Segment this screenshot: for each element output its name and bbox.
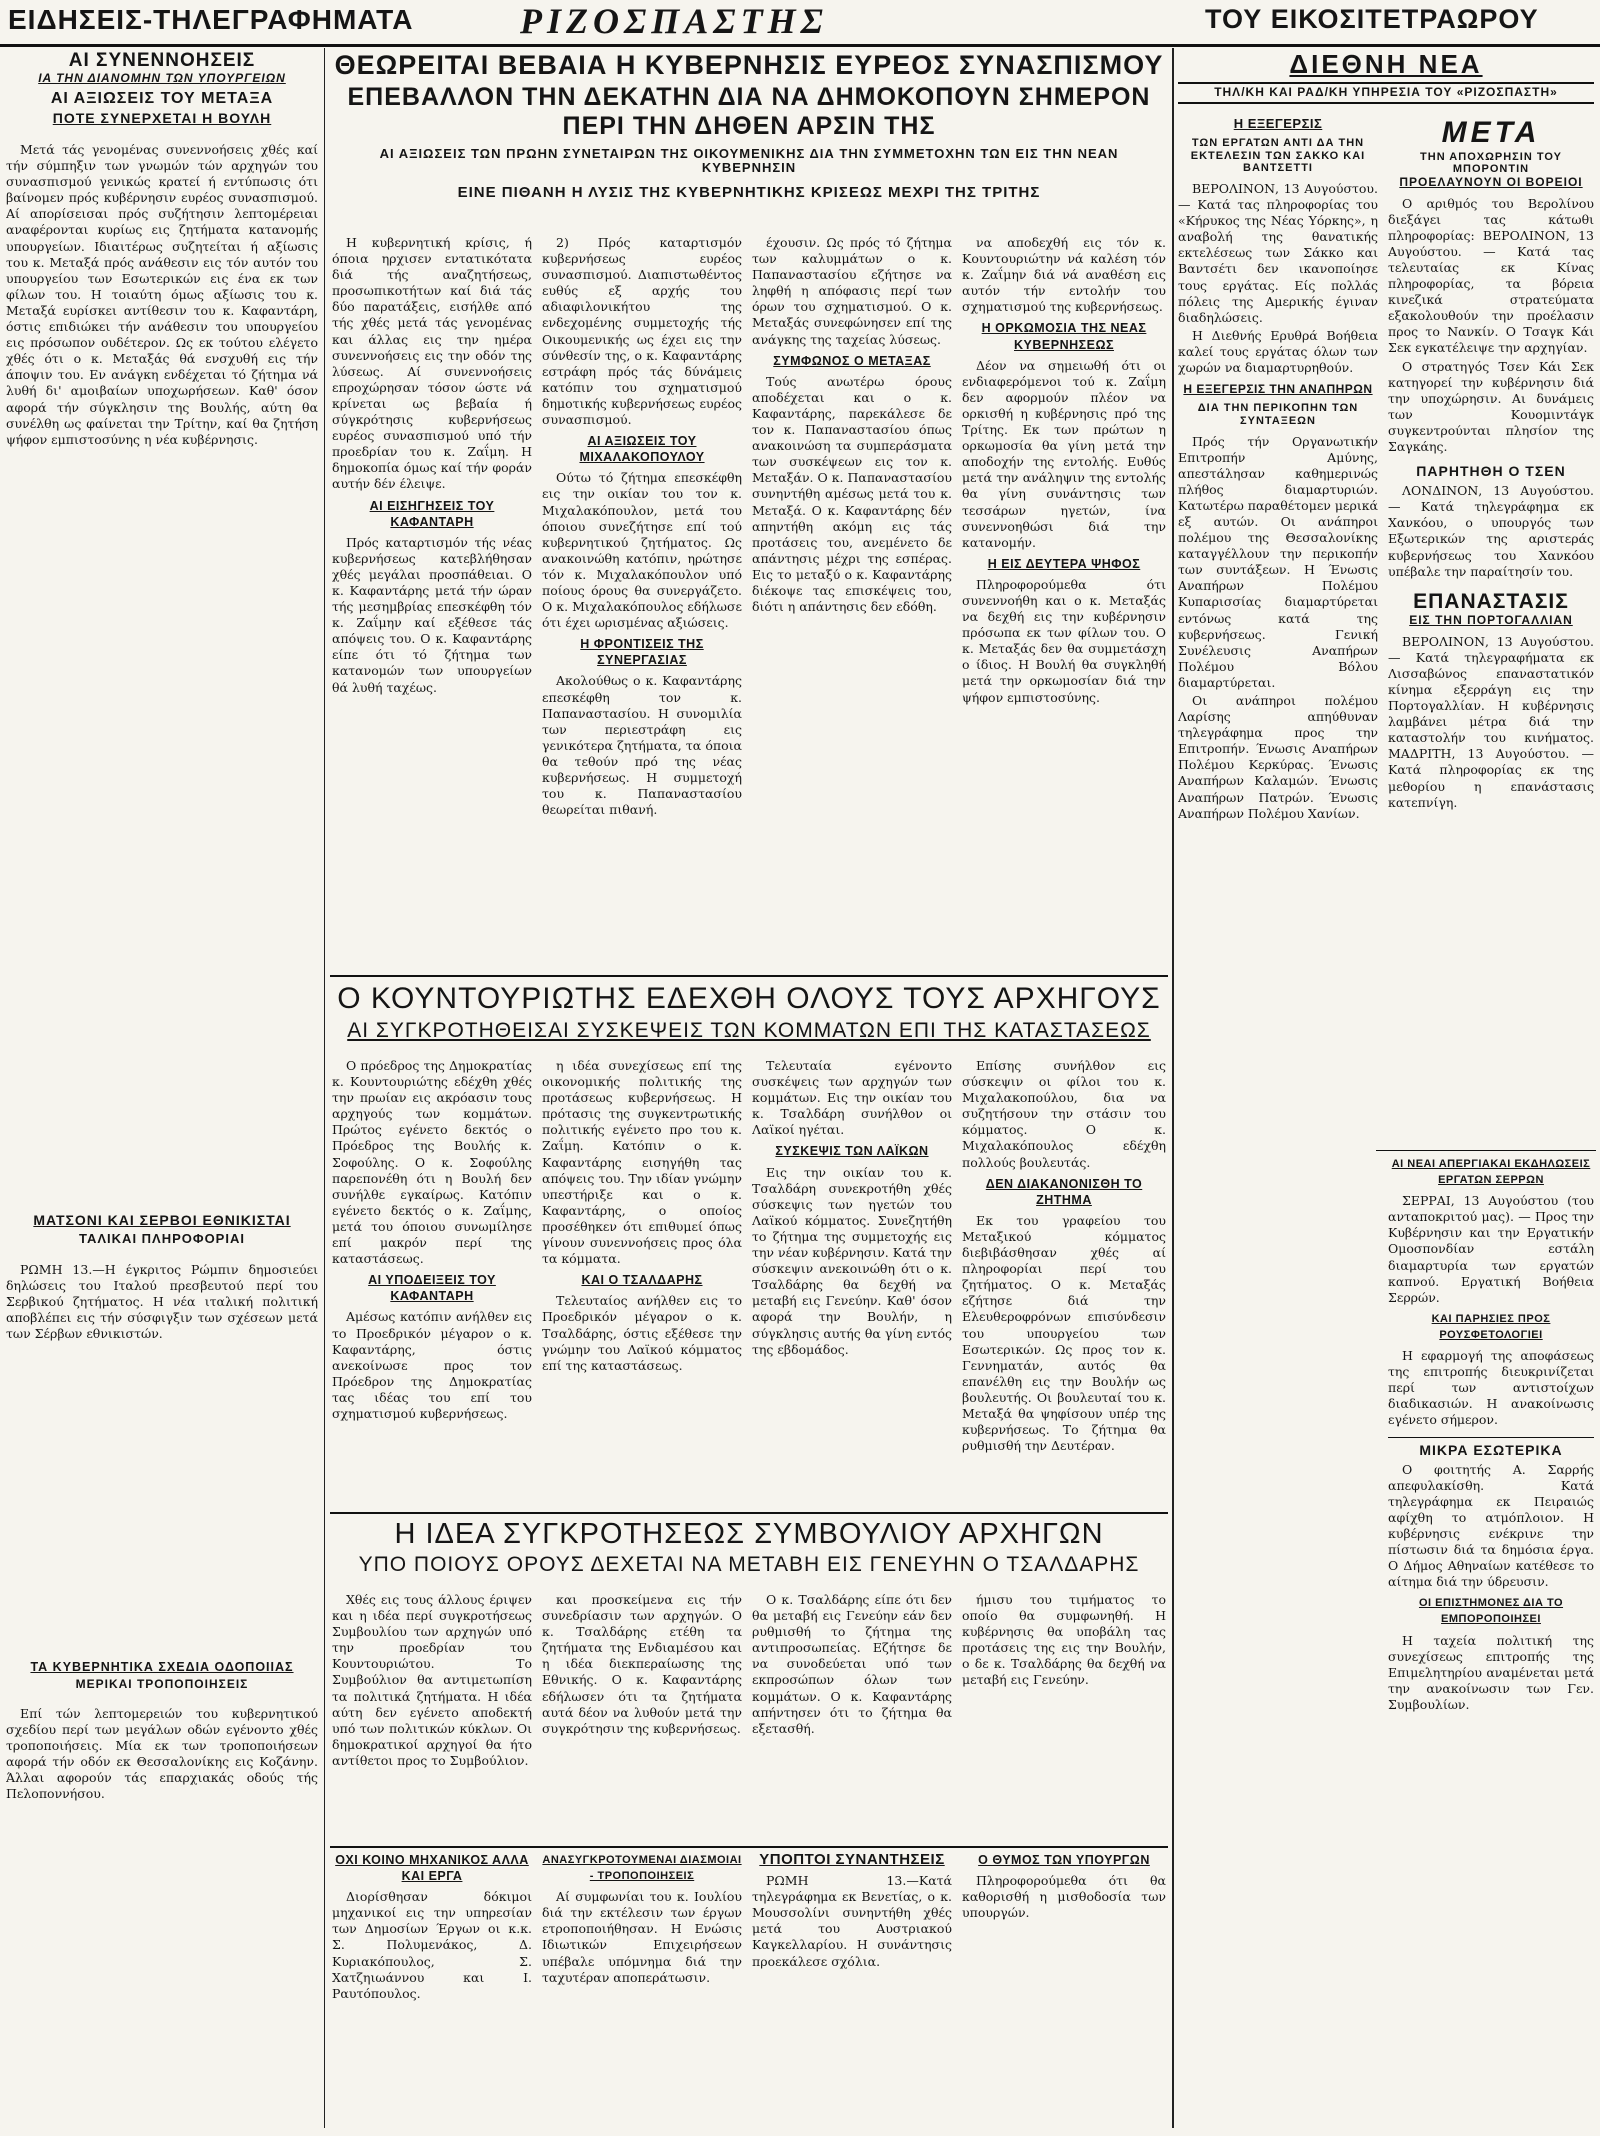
- paragraph: Η εφαρμογή της αποφάσεως της επιτροπής διευκρινίζεται περί των αντιστοίχων διαδικασιών. Η ανακοίνωσις εγένετο σήμερον.: [1388, 1348, 1594, 1428]
- section-subhead: Η ΟΡΚΩΜΟΣΙΑ ΤΗΣ ΝΕΑΣ ΚΥΒΕΡΝΗΣΕΩΣ: [981, 321, 1147, 352]
- main-headline: ΘΕΩΡΕΙΤΑΙ ΒΕΒΑΙΑ Η ΚΥΒΕΡΝΗΣΙΣ ΕΥΡΕΟΣ ΣΥΝΑΣΠΙΣΜΟΥ: [334, 50, 1164, 80]
- brief-headline: Ο ΘΥΜΟΣ ΤΩΝ ΥΠΟΥΡΓΩΝ: [978, 1853, 1150, 1867]
- paragraph: Δέον να σημειωθή ότι οι ενδιαφερόμενοι τού κ. Ζαΐμη δεν αφορμούν πλέον να ορκισθή η κυβέρνησις πρό της Τρίτης. Εκ των πρώτων η ορκωμοσία θα γίνη μετά την αποδοχήν της εντολής. Ευθύς μετά την ανάληψιν της εντολής θα γίνη συνάντησις των τεσσάρων ηγετών, ίνα συνεννοηθώσι διά την κατανομήν.: [962, 357, 1166, 550]
- headline: ΤΑ ΚΥΒΕΡΝΗΤΙΚΑ ΣΧΕΔΙΑ ΟΔΟΠΟΙΙΑΣ: [30, 1660, 294, 1674]
- paragraph: Τελευταία εγένοντο συσκέψεις των αρχηγών των κομμάτων. Εις την οικίαν του κ. Τσαλδάρη συνήλθον οι Λαϊκοί ηγέται.: [752, 1058, 952, 1138]
- paragraph: ΡΩΜΗ 13.—Κατά τηλεγράφημα εκ Βενετίας, ο κ. Μουσσολίνι συνηντήθη χθές μετά του Αυστριακού Καγκελλαρίου. Η συνάντησις προεκάλεσε σχόλια.: [752, 1873, 952, 1969]
- article-column: [542, 1592, 742, 1842]
- main-subheadline: ΕΙΝΕ ΠΙΘΑΝΗ Η ΛΥΣΙΣ ΤΗΣ ΚΥΒΕΡΝΗΤΙΚΗΣ ΚΡΙΣΕΩΣ ΜΕΧΡΙ ΤΗΣ ΤΡΙΤΗΣ: [457, 184, 1041, 202]
- section-subhead: ΚΑΙ Ο ΤΣΑΛΔΑΡΗΣ: [581, 1273, 703, 1288]
- paragraph: Η κυβερνητική κρίσις, ή όποια ηρχισεν εντατικότατα διά τής αναζητήσεως, προσωπικοτήτων καί διά τάς δύο παρατάξεις, εισήλθε από τής χθές μετά τάς γενομένας και άλλας εις την ημέρα συνεννοήσεις εις την οδόν της λύσεως. Αί συνεννοήσεις επροχώρησαν τόσον ώστε νά κρίνεται ως βεβαία ή σύγκρότησις κυβερνήσεως ευρέος συνασπισμού υπό τήν προεδρίαν του κ. Ζαΐμη. Η δημοκοπία όμως καί τήν φοράν αυτήν δέν έλειψε.: [332, 235, 532, 492]
- section-subtitle: ΤΗΛ/ΚΗ ΚΑΙ ΡΑΔ/ΚΗ ΥΠΗΡΕΣΙΑ ΤΟΥ «ΡΙΖΟΣΠΑΣΤΗ»: [1178, 82, 1594, 104]
- story-subheadline: ΕΙΣ ΤΗΝ ΠΟΡΤΟΓΑΛΛΙΑΝ: [1409, 612, 1573, 627]
- brief-headline: ΟΧΙ ΚΟΙΝΟ ΜΗΧΑΝΙΚΟΣ ΑΛΛΑ ΚΑΙ ΕΡΓΑ: [335, 1853, 529, 1884]
- story-headline: ΚΑΙ ΠΑΡΗΣΙΕΣ ΠΡΟΣ ΡΟΥΣΦΕΤΟΛΟΓΙΕΙ: [1431, 1312, 1551, 1341]
- paragraph: ήμισυ του τιμήματος το οποίο θα συμφωνηθή. Η κυβέρνησις θα υποβάλη τας προτάσεις της εις την Βουλήν, ο δε κ. Τσαλδάρης θα δεχθή να μεταβή εις Γενεύην.: [962, 1592, 1166, 1688]
- article-column: [962, 1058, 1166, 1508]
- story-subheadline: ΑΙ ΣΥΓΚΡΟΤΗΘΕΙΣΑΙ ΣΥΣΚΕΨΕΙΣ ΤΩΝ ΚΟΜΜΑΤΩΝ ΕΠΙ ΤΗΣ ΚΑΤΑΣΤΑΣΕΩΣ: [347, 1018, 1151, 1042]
- article-column: [752, 1058, 952, 1508]
- paragraph: Πρός καταρτισμόν τής νέας κυβερνήσεως κατεβλήθησαν χθές μεγάλαι προσπάθειαι. Ο κ. Καφαντάρης μετά τήν ώραν τής μεσημβρίας επεσκέφθη τόν κ. Ζαΐμην καί εξέθεσε τάς απόψεις του. Ο κ. Καφαντάρης είπε ότι τό ζήτημα των κατανομών των υπουργείων θά λυθή ταχέως.: [332, 534, 532, 695]
- story-headline: ΜΙΚΡΑ ΕΣΩΤΕΡΙΚΑ: [1388, 1437, 1594, 1458]
- paragraph: η ιδέα συνεχίσεως επί της οικονομικής πολιτικής της προτάσεως κυβερνήσεως. Η πρότασις της συγκεντρωτικής πολιτικής εγένετο προ του κ. Ζαΐμη. Κατόπιν ο κ. Καφαντάρης εισηγήθη τας απόψεις του. Την ιδίαν γνώμην υπεστήριξε και ο κ. Καφαντάρης, ο οποίος προσέθηκεν ότι επιθυμεί όπως γίνουν συνεννοήσεις προς όλα τα κόμματα.: [542, 1058, 742, 1267]
- story-headline: ΟΙ ΕΠΙΣΤΗΜΟΝΕΣ ΔΙΑ ΤΟ ΕΜΠΟΡΟΠΟΙΗΣΕΙ: [1418, 1597, 1564, 1626]
- article-column: [1178, 116, 1378, 1146]
- paragraph: Πρός τήν Οργανωτικήν Επιτροπήν Αμύνης, απεστάλησαν καθημερινώς πλήθος διαμαρτυριών. Κατωτέρω παραθέτομεν μερικά εξ αυτών. Οι ανάπηροι πολέμου της Θεσσαλονίκης καταγγέλλουν την περικοπήν των συντάξεων. Η Ένωσις Αναπήρων Πολέμου Κυπαρισσίας διαμαρτύρεται εντόνως κατά της κυβερνήσεως. Γενική Συνέλευσις Αναπήρων Πολέμου Βόλου διαμαρτύρεται.: [1178, 433, 1378, 690]
- divider: [330, 1512, 1168, 1514]
- story-headline-block: [332, 982, 1166, 1043]
- paragraph: Τελευταίος ανήλθεν εις το Προεδρικόν μέγαρον ο κ. Τσαλδάρης, όστις εξέθεσε την γνώμην του Λαϊκού κόμματος επί της καταστάσεως.: [542, 1293, 742, 1373]
- divider: [330, 1846, 1168, 1848]
- paragraph: ΣΕΡΡΑΙ, 13 Αυγούστου (του ανταποκριτού μας). — Προς την Κυβέρνησιν και την Εργατικήν Ομοσπονδίαν εστάλη διαμαρτυρία των εργατών καπνού. Εργατική Βοήθεια Σερρών.: [1388, 1193, 1594, 1305]
- brief: [752, 1852, 952, 2130]
- section-subhead: ΑΙ ΑΞΙΩΣΕΙΣ ΤΟΥ ΜΙΧΑΛΑΚΟΠΟΥΛΟΥ: [579, 434, 705, 465]
- article-column: [962, 235, 1166, 970]
- divider: [1376, 1150, 1596, 1151]
- subheadline: ΤΑΛΙΚΑΙ ΠΛΗΡΟΦΟΡΙΑΙ: [79, 1231, 245, 1247]
- headline: ΑΙ ΑΞΙΩΣΕΙΣ ΤΟΥ ΜΕΤΑΞΑ: [50, 89, 274, 107]
- paragraph: Εκ του γραφείου του Μεταξικού κόμματος διεβιβάσθησαν χθές αί πληροφορίαι περί του ζητήματος. Ο κ. Μεταξάς εζήτησε διά την Ελευθεροφρόνων επισύνδεσιν του υπουργείου των Εσωτερικών. Ως προς τον κ. Γεννηματάν, αυτός θα επανέλθη εις την Βουλήν ως βουλευτής. Οι βουλευταί του κ. Μεταξά θα ψηφίσουν υπέρ της κυβερνήσεως. Το ζήτημα θα ρυθμισθή την Δευτέραν.: [962, 1212, 1166, 1454]
- article-column: [1388, 116, 1594, 1146]
- story-headline: ΜΕΤΑ: [1441, 116, 1541, 149]
- article-column: [332, 1058, 532, 1508]
- headline: ΜΑΤΣΟΝΙ ΚΑΙ ΣΕΡΒΟΙ ΕΘΝΙΚΙΣΤΑΙ: [33, 1212, 291, 1228]
- paragraph: ΛΟΝΔΙΝΟΝ, 13 Αυγούστου. — Κατά τηλεγράφημα εκ Χανκόου, ο υπουργός των Εξωτερικών της αριστεράς κυβερνήσεως του Χανκόου υπέβαλε την παραίτησίν του.: [1388, 483, 1594, 579]
- paragraph: και προσκείμενα εις τήν συνεδρίασιν των αρχηγών. Ο κ. Τσαλδάρης ετέθη τα ζητήματα της Ενδιαμέσου και η ιδέα διεκπεραίωσης της Εθνικής. Ο κ. Καφαντάρης εδήλωσεν ότι τα ζητήματα αυτά δέον να λυθούν μετά την συγκρότησιν της κυβερνήσεως.: [542, 1592, 742, 1736]
- paragraph: έχουσιν. Ως πρός τό ζήτημα των καλυμμάτων ο κ. Παπαναστασίου εζήτησε να ληφθή η απόφασις περί των όρων του σχηματισμού. Ο κ. Μεταξάς συνεφώνησεν επί της ανάγκης της ταχείας λύσεως.: [752, 235, 952, 347]
- subheadline: ΜΕΡΙΚΑΙ ΤΡΟΠΟΠΟΙΗΣΕΙΣ: [75, 1677, 249, 1692]
- left-column: [6, 50, 318, 126]
- section-subhead: ΣΥΜΦΩΝΟΣ Ο ΜΕΤΑΞΑΣ: [773, 353, 931, 368]
- masthead: [0, 0, 1600, 47]
- article-column: [332, 1592, 532, 1842]
- headline: ΑΙ ΣΥΝΕΝΝΟΗΣΕΙΣ: [68, 50, 256, 71]
- paragraph: Τούς ανωτέρω όρους αποδέχεται και ο κ. Καφαντάρης, παρεκάλεσε δε τον κ. Παπαναστασίου όπως ανακοινώση τα συμπεράσματα των συσκέψεων εις τον κ. Μεταξάν. Ο κ. Παπαναστασίου συνηντήθη αμέσως μετά του κ. Μεταξά. Ο κ. Καφαντάρης δέν απηντήθη ακόμη εις τάς προτάσεις του, ανεμένετο δε απάντησις μέχρι της εσπέρας. Εις το μεταξύ ο κ. Καφαντάρης διέκοψε τας επισκέψεις του, διότι η απάντησις δεν εδόθη.: [752, 373, 952, 615]
- brief-headline: ΥΠΟΠΤΟΙ ΣΥΝΑΝΤΗΣΕΙΣ: [759, 1852, 945, 1868]
- section-title: ΔΙΕΘΝΗ ΝΕΑ: [1289, 49, 1483, 79]
- section-subhead: Η ΕΙΣ ΔΕΥΤΕΡΑ ΨΗΦΟΣ: [987, 556, 1141, 571]
- section-subhead: ΣΥΣΚΕΨΙΣ ΤΩΝ ΛΑΪΚΩΝ: [775, 1144, 929, 1159]
- newspaper-title: ΡΙΖΟΣΠΑΣΤΗΣ: [520, 1, 828, 41]
- brief: [332, 1852, 532, 2130]
- paragraph: Η Διεθνής Ερυθρά Βοήθεια καλεί τους εργάτας όλων των χωρών να διαμαρτυρηθούν.: [1178, 327, 1378, 376]
- left-column-section: [6, 1660, 318, 1692]
- paragraph: Οι ανάπηροι πολέμου Λαρίσης απηύθυναν τηλεγράφημα προς την Επιτροπήν. Ένωσις Αναπήρων Πολέμου Κερκύρας. Ένωσις Αναπήρων Καλαμών. Ένωσις Αναπήρων Πατρών. Ένωσις Αναπήρων Πολέμου Χανίων.: [1178, 693, 1378, 821]
- paragraph: ΡΩΜΗ 13.—Η έγκριτος Ρώμπιν δημοσιεύει δηλώσεις του Ιταλού πρεσβευτού περί του Σερβικού ζητήματος. Η νέα ιταλική πολιτική αποβλέπει εις τήν σύσφιγξιν των σχέσεων μετά των Σέρβων εθνικιστών.: [6, 1262, 318, 1342]
- paragraph: Ο φοιτητής Α. Σαρρής απεφυλακίσθη. Κατά τηλεγράφημα εκ Πειραιώς αφίχθη το ατμόπλοιον. Η κυβέρνησις ενέκρινε την πίστωσιν διά τα δημόσια έργα. Ο Δήμος Αθηναίων κατέθεσε το αίτημα διά την ύδρευσιν.: [1388, 1461, 1594, 1590]
- international-news-header: [1178, 50, 1594, 104]
- paragraph: Ο πρόεδρος της Δημοκρατίας κ. Κουντουριώτης εδέχθη χθές την πρωίαν εις ακρόασιν τους αρχηγούς των κομμάτων. Πρώτος εγένετο δεκτός ο Πρόεδρος της Βουλής κ. Σοφούλης. Ο κ. Σοφούλης παρεπονέθη ότι η Βουλή δεν συνήλθε εγκαίρως. Κατόπιν εγένετο δεκτός ο κ. Ζαΐμης, μετά του όποιου συνωμίλησε επί μακρόν περί της καταστάσεως.: [332, 1058, 532, 1267]
- subheadline: ΠΟΤΕ ΣΥΝΕΡΧΕΤΑΙ Η ΒΟΥΛΗ: [52, 110, 272, 127]
- section-label: ΕΙΔΗΣΕΙΣ-ΤΗΛΕΓΡΑΦΗΜΑΤΑ: [8, 4, 414, 35]
- column-rule: [1172, 48, 1174, 2128]
- paragraph: Εις την οικίαν του κ. Τσαλδάρη συνεκροτήθη χθές σύσκεψις των ηγετών του Λαϊκού κόμματος. Συνεζητήθη το ζήτημα της συμμετοχής εις την νέαν κυβέρνησιν. Κατά την σύσκεψιν ανεκοινώθη ότι ο κ. Τσαλδάρης θα δεχθή να μεταβή εις Γενεύην. Καθ' όσον αφορά την Βουλήν, η σύγκλησις αυτής θα γίνη εντός της εβδομάδος.: [752, 1164, 952, 1357]
- paragraph: Ούτω τό ζήτημα επεσκέφθη εις την οικίαν του τον κ. Μιχαλακόπουλον, μετά του όποιου συνεζήτησε επί τού κυβερνητικού ζητήματος. Ως ανακοινώθη κατόπιν, ηρώτησε τόν κ. Μιχαλακόπουλον υπό ποίους όρους θα συνεργάζετο. Ο κ. Μιχαλακόπουλος εδήλωσε ότι έχει ωρισμένας αξιώσεις.: [542, 470, 742, 631]
- story-headline: Η ΕΞΕΓΕΡΣΙΣ ΤΗΝ ΑΝΑΠΗΡΩΝ: [1183, 382, 1373, 397]
- story-headline: ΕΠΑΝΑΣΤΑΣΙΣ: [1413, 589, 1569, 613]
- story-subheadline: ΤΩΝ ΕΡΓΑΤΩΝ ΑΝΤΙ ΔΑ ΤΗΝ ΕΚΤΕΛΕΣΙΝ ΤΩΝ ΣΑΚΚΟ ΚΑΙ ΒΑΝΤΣΕΤΤΙ: [1190, 137, 1366, 175]
- main-headline: ΕΠΕΒΑΛΛΟΝ ΤΗΝ ΔΕΚΑΤΗΝ ΔΙΑ ΝΑ ΔΗΜΟΚΟΠΟΥΝ ΣΗΜΕΡΟΝ ΠΕΡΙ ΤΗΝ ΔΗΘΕΝ ΑΡΣΙΝ ΤΗΣ: [347, 83, 1151, 140]
- section-subhead: Η ΦΡΟΝΤΙΣΕΙΣ ΤΗΣ ΣΥΝΕΡΓΑΣΙΑΣ: [580, 637, 704, 668]
- article-column: [752, 235, 952, 970]
- article-body: [6, 1706, 318, 2126]
- article-body: [6, 1262, 318, 1642]
- article-column: [332, 235, 532, 970]
- paragraph: 2) Πρός καταρτισμόν κυβερνήσεως ευρέος συνασπισμού. Διαπιστωθέντος ευθύς εξ αρχής του αδιαφιλονικήτου της ενδεχομένης συμμετοχής τής Οικουμενικής ως έχει εις την σύνθεσίν της, ο κ. Καφαντάρης εστράφη πρός τάς δύνάμεις κατόπιν του σχηματισμού δημοτικής κυβερνήσεως ευρέος συνασπισμού.: [542, 235, 742, 428]
- article-column: [542, 235, 742, 970]
- edition-label: ΤΟΥ ΕΙΚΟΣΙΤΕΤΡΑΩΡΟΥ: [1205, 4, 1539, 34]
- paragraph: Επί τών λεπτομερειών του κυβερνητικού σχεδίου περί των μεγάλων οδών εγένοντο χθές τροποποιήσεις. Μία εκ των τροποποιήσεων αφορά τήν οδόν εκ Θεσσαλονίκης εις Κοζάνην. Άλλαι αφορούν τάς επαρχιακάς οδούς τής Πελοποννήσου.: [6, 1706, 318, 1802]
- paragraph: να αποδεχθή εις τόν κ. Κουντουριώτην νά καλέση τόν κ. Ζαΐμην διά νά αναθέση εις αυτόν τήν εντολήν του σχηματισμού της κυβερνήσεως.: [962, 235, 1166, 315]
- section-subhead: ΑΙ ΕΙΣΗΓΗΣΕΙΣ ΤΟΥ ΚΑΦΑΝΤΑΡΗ: [369, 498, 495, 529]
- story-subheadline: ΠΡΟΕΛΑΥΝΟΥΝ ΟΙ ΒΟΡΕΙΟΙ: [1399, 174, 1583, 189]
- story-subheadline: ΥΠΟ ΠΟΙΟΥΣ ΟΡΟΥΣ ΔΕΧΕΤΑΙ ΝΑ ΜΕΤΑΒΗ ΕΙΣ ΓΕΝΕΥΗΝ Ο ΤΣΑΛΔΑΡΗΣ: [358, 1553, 1140, 1577]
- paragraph: Διορίσθησαν δόκιμοι μηχανικοί εις την υπηρεσίαν των Δημοσίων Έργων οι κ.κ. Σ. Πολυμενάκος, Δ. Κυριακόπουλος, Σ. Χατζηιωάννου και Ι. Ραυτόπουλος.: [332, 1889, 532, 2001]
- story-headline: ΑΙ ΝΕΑΙ ΑΠΕΡΓΙΑΚΑΙ ΕΚΔΗΛΩΣΕΙΣ ΕΡΓΑΤΩΝ ΣΕΡΡΩΝ: [1391, 1158, 1591, 1187]
- story-headline: ΠΑΡΗΤΗΘΗ Ο ΤΣΕΝ: [1416, 463, 1566, 480]
- brief: [542, 1852, 742, 2130]
- article-column: [962, 1592, 1166, 1842]
- story-headline: Ο ΚΟΥΝΤΟΥΡΙΩΤΗΣ ΕΔΕΧΘΗ ΟΛΟΥΣ ΤΟΥΣ ΑΡΧΗΓΟΥΣ: [337, 982, 1161, 1015]
- story-subheadline: ΔΙΑ ΤΗΝ ΠΕΡΙΚΟΠΗΝ ΤΩΝ ΣΥΝΤΑΞΕΩΝ: [1197, 402, 1359, 427]
- paragraph: Ο στρατηγός Τσεν Κάι Σεκ κατηγορεί την κυβέρνησιν διά την υποχώρησιν. Αι δυνάμεις των Κουομιντάγκ συγκεντρούνται πλησίον της Σαγκάης.: [1388, 358, 1594, 454]
- paragraph: ΒΕΡΟΛΙΝΟΝ, 13 Αυγούστου. — Κατά τας πληροφορίας του «Κήρυκος της Νέας Υόρκης», η αναβολή της θανατικής εκτελέσεως των Σάκκο και Βαντσέτι δεν ικανοποίησε τους εργάτας. Είς πολλάς πόλεις της Αμερικής έγιναν διαδηλώσεις.: [1178, 181, 1378, 325]
- story-headline-block: [332, 1518, 1166, 1577]
- paragraph: Ο αριθμός του Βερολίνου διεξάγει τας κάτωθι πληροφορίας: ΒΕΡΟΛΙΝΟΝ, 13 Αυγούστου. — Κατά τας τελευταίας εκ Κίνας πληροφορίας, τα βόρεια κινεζικά στρατεύματα εξακολουθούν την προέλασιν προς το Νανκίν. Ο Τσαγκ Κάι Σεκ εγκατέλειψε την αρχηγίαν.: [1388, 195, 1594, 356]
- section-subhead: ΔΕΝ ΔΙΑΚΑΝΟΝΙΣΘΗ ΤΟ ΖΗΤΗΜΑ: [985, 1176, 1143, 1207]
- paragraph: Επίσης συνήλθον εις σύσκεψιν οι φίλοι του κ. Μιχαλακοπούλου, δια να συζητήσουν την στάσιν του κόμματος. Ο κ. Μιχαλακόπουλος εδέχθη πολλούς βουλευτάς.: [962, 1058, 1166, 1170]
- article-column: [1388, 1156, 1594, 2130]
- paragraph: ΒΕΡΟΛΙΝΟΝ, 13 Αυγούστου. — Κατά τηλεγραφήματα εκ Λισσαβώνος επαναστατικόν κίνημα εξερράγη εις την Πορτογαλλίαν. Η κυβέρνησις λαμβάνει μέτρα διά την καταστολήν του κινήματος. ΜΑΔΡΙΤΗ, 13 Αυγούστου. — Κατά πληροφορίας εκ της μεθορίου η επανάστασις κατεπνίγη.: [1388, 633, 1594, 810]
- brief: [962, 1852, 1166, 2130]
- column-rule: [324, 48, 325, 2128]
- paragraph: Πληροφορούμεθα ότι συνεννοήθη και ο κ. Μεταξάς να δεχθή εις την κυβέρνησιν πρόσωπα εκ των φίλων του. Ο κ. Μεταξάς δεν θα συμμετάσχη ο ίδιος. Η Βουλή θα συγκληθή μετά την ορκωμοσίαν διά την ψήφον εμπιστοσύνης.: [962, 576, 1166, 705]
- paragraph: Η ταχεία πολιτική της συνεχίσεως επιτροπής της Επιμελητηρίου αναμένεται μετά την ανακοίνωσιν των Γεν. Συμβουλίων.: [1388, 1632, 1594, 1712]
- paragraph: Ο κ. Τσαλδάρης είπε ότι δεν θα μεταβή εις Γενεύην εάν δεν ρυθμισθή το ζήτημα της αντιπροσωπείας. Εζήτησε δε να συνοδεύεται υπό των εκπροσώπων όλων των κομμάτων. Ο κ. Καφαντάρης απήντησεν ότι το ζήτημα θα εξετασθή.: [752, 1592, 952, 1736]
- paragraph: Χθές εις τους άλλους έριψεν και η ιδέα περί συγκροτήσεως Συμβουλίου των αρχηγών υπό την προεδρίαν του Κουντουριώτου. Το Συμβούλιον θα αντιμετωπίση τα πολιτικά ζητήματα. Η ιδέα αύτη δεν εγένετο αποδεκτή υπό των πολιτικών κύκλων. Οι δημοκρατικοί αρχηγοί θα ήτο αντίθετοι προς το Συμβούλιον.: [332, 1592, 532, 1768]
- brief-headline: ΑΝΑΣΥΓΚΡΟΤΟΥΜΕΝΑΙ ΔΙΑΣΜΟΙΑΙ - ΤΡΟΠΟΠΟΙΗΣΕΙΣ: [542, 1854, 742, 1883]
- main-headline-block: [332, 50, 1166, 202]
- article-column: [542, 1058, 742, 1508]
- article-body: [6, 142, 318, 1182]
- main-subheadline: ΑΙ ΑΞΙΩΣΕΙΣ ΤΩΝ ΠΡΩΗΝ ΣΥΝΕΤΑΙΡΩΝ ΤΗΣ ΟΙΚΟΥΜΕΝΙΚΗΣ ΔΙΑ ΤΗΝ ΣΥΜΜΕΤΟΧΗΝ ΤΩΝ ΕΙΣ ΤΗΝ ΝΕΑΝ ΚΥΒΕΡΝΗΣΙΝ: [379, 145, 1119, 176]
- story-headline: Η ΙΔΕΑ ΣΥΓΚΡΟΤΗΣΕΩΣ ΣΥΜΒΟΥΛΙΟΥ ΑΡΧΗΓΩΝ: [394, 1518, 1104, 1550]
- paragraph: Αί συμφωνίαι του κ. Ιουλίου διά την εκτέλεσιν των έργων ετροποποιήθησαν. Η Ενώσις Ιδιωτικών Επιχειρήσεων υπέβαλε υπόμνημα διά την ταχυτέραν αποπεράτωσιν.: [542, 1889, 742, 1985]
- paragraph: Αμέσως κατόπιν ανήλθεν εις το Προεδρικόν μέγαρον ο κ. Καφαντάρης, όστις ανεκοίνωσε προς τον Πρόεδρον της Δημοκρατίας τας ιδέας του επί του σχηματισμού κυβερνήσεως.: [332, 1309, 532, 1421]
- section-subhead: ΑΙ ΥΠΟΔΕΙΞΕΙΣ ΤΟΥ ΚΑΦΑΝΤΑΡΗ: [368, 1273, 496, 1304]
- paragraph: Μετά τάς γενομένας συνεννοήσεις χθές καί τήν σύμπηξιν των γνωμών τών αρχηγών του συνασπισμού γενικώς κρατεί ή εντύπωσις ότι βαίνομεν πρός κυβέρνησιν ευρέος συνασπισμού. Αί απορίσεισαι πρός συζήτησιν λεπτομέρειαι αναφέρονται κυρίως εις ζητήματα κατανομής υπουργείων. Ιδιαιτέρως συζητείται ή αξίωσις του κ. Μεταξά πρός ανάθεσιν εις τόν αυτόν του υπουργείου των Εσωτερικών εις ένα εκ των φίλων του. Η τοιαύτη όμως αξίωσις του κ. Μεταξά ευρίσκει αντίθεσιν του κ. Καφαντάρη, όστις επιδιώκει τήν ανάθεσιν του υπουργείου εις πρόσωπον ουδέτερον. Ως εκ τούτου ελέγετο χθές ότι ο κ. Μεταξάς θά ενσχυθή εις τήν άποψιν του. Εν ανάγκη ενδέχεται τό ζήτημα νά λυθή δι' αμοιβαίων υποχωρήσεων. Καθ' όσον αφορά τήν σύγκλησιν της Βουλής, αύτη θα συνέλθη ως φαίνεται την Τρίτην, καί θα ζητήση ψήφον εμπιστοσύνης η νέα κυβέρνησις.: [6, 142, 318, 447]
- story-subheadline: ΤΗΝ ΑΠΟΧΩΡΗΣΙΝ ΤΟΥ ΜΠΟΡΟΝΤΙΝ: [1420, 150, 1562, 176]
- left-column-section: [6, 1212, 318, 1247]
- subheadline: ΙΑ ΤΗΝ ΔΙΑΝΟΜΗΝ ΤΩΝ ΥΠΟΥΡΓΕΙΩΝ: [38, 70, 286, 85]
- paragraph: Πληροφορούμεθα ότι θα καθορισθή η μισθοδοσία των υπουργών.: [962, 1873, 1166, 1921]
- paragraph: Ακολούθως ο κ. Καφαντάρης επεσκέφθη τον κ. Παπαναστασίου. Η συνομιλία των περιεστράφη εις γενικότερα ζητήματα, τα όποια θα τεθούν πρό της νέας κυβερνήσεως. Η συμμετοχή του κ. Παπαναστασίου θεωρείται πιθανή.: [542, 673, 742, 818]
- article-column: [752, 1592, 952, 1842]
- divider: [330, 975, 1168, 977]
- story-headline: Η ΕΞΕΓΕΡΣΙΣ: [1233, 116, 1323, 131]
